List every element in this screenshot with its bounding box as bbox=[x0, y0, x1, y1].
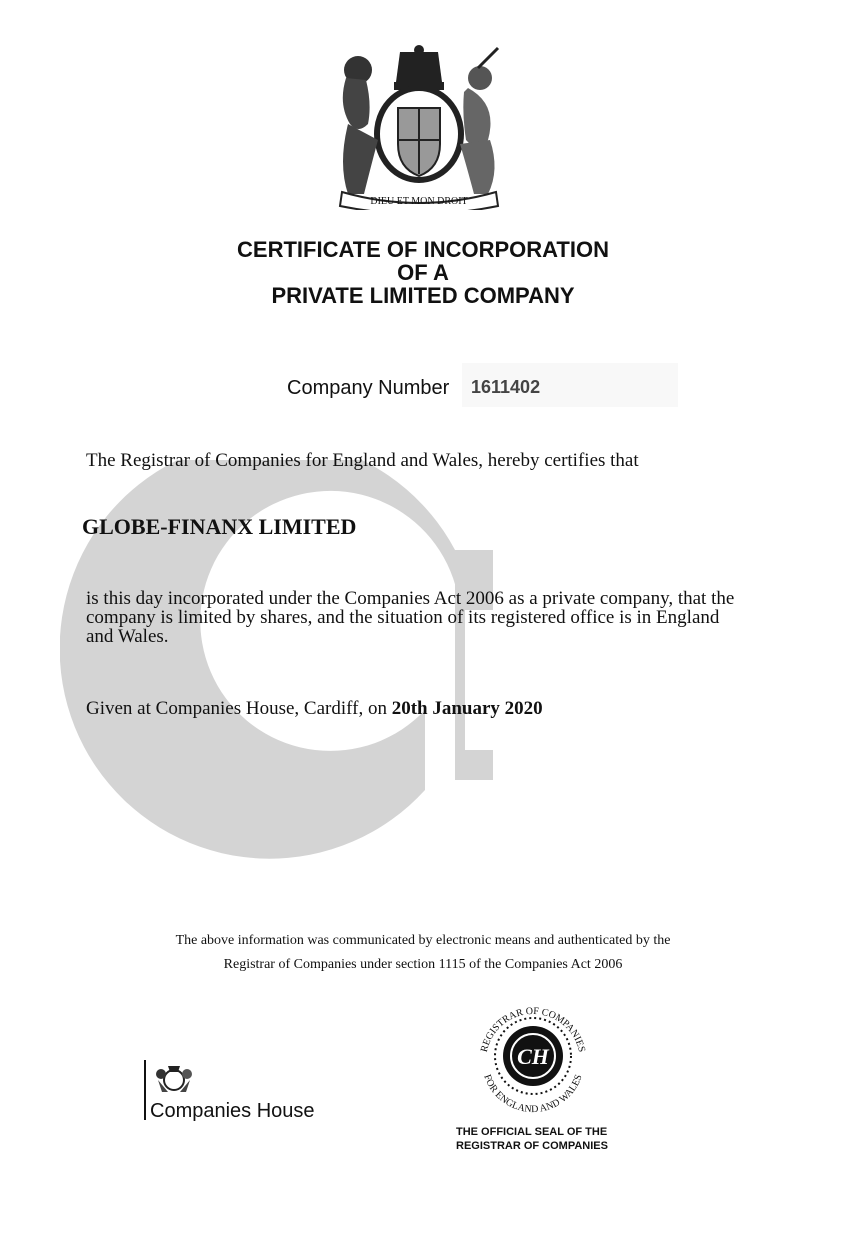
footer-line1: The above information was communicated by electronic means and authenticated by the bbox=[175, 933, 671, 948]
seal-ring-bottom: FOR ENGLAND AND WALES bbox=[481, 1073, 585, 1116]
statement-line: is this day incorporated under the Companies Act 2006 as a private company, that the bbox=[86, 588, 735, 609]
incorporation-date: 20th January 2020 bbox=[391, 698, 543, 719]
seal-ring-top: REGISTRAR OF COMPANIES bbox=[478, 1005, 588, 1054]
seal-caption-line2: REGISTRAR OF COMPANIES bbox=[456, 1140, 608, 1152]
certificate-title-line1: CERTIFICATE OF INCORPORATION bbox=[237, 237, 609, 262]
given-at-statement bbox=[86, 698, 543, 720]
footer-line2: Registrar of Companies under section 1115 of the Companies Act 2006 bbox=[223, 957, 623, 972]
official-seal bbox=[468, 996, 598, 1126]
logo-divider bbox=[144, 1060, 146, 1120]
royal-coat-of-arms bbox=[328, 44, 510, 210]
company-number-value: 1611402 bbox=[471, 377, 541, 397]
companies-house-wordmark: Companies House bbox=[150, 1100, 315, 1122]
seal-caption-line1: THE OFFICIAL SEAL OF THE bbox=[456, 1126, 608, 1138]
incorporation-statement bbox=[86, 589, 766, 646]
certificate-title-line2: OF A bbox=[397, 260, 449, 285]
registrar-intro: The Registrar of Companies for England and Wales, hereby certifies that bbox=[86, 450, 639, 471]
certificate-title-line3: PRIVATE LIMITED COMPANY bbox=[271, 283, 575, 308]
crest-small-icon bbox=[154, 1062, 194, 1096]
company-name: GLOBE-FINANX LIMITED bbox=[82, 514, 357, 539]
statement-line: company is limited by shares, and the situation of its registered office is in England bbox=[86, 607, 720, 628]
company-number-label: Company Number bbox=[287, 377, 450, 399]
seal-monogram: CH bbox=[517, 1044, 549, 1069]
crest-motto: DIEU ET MON DROIT bbox=[370, 196, 468, 207]
given-at-label: Given at Companies House, Cardiff, on bbox=[86, 698, 387, 719]
statement-line: and Wales. bbox=[86, 626, 169, 647]
